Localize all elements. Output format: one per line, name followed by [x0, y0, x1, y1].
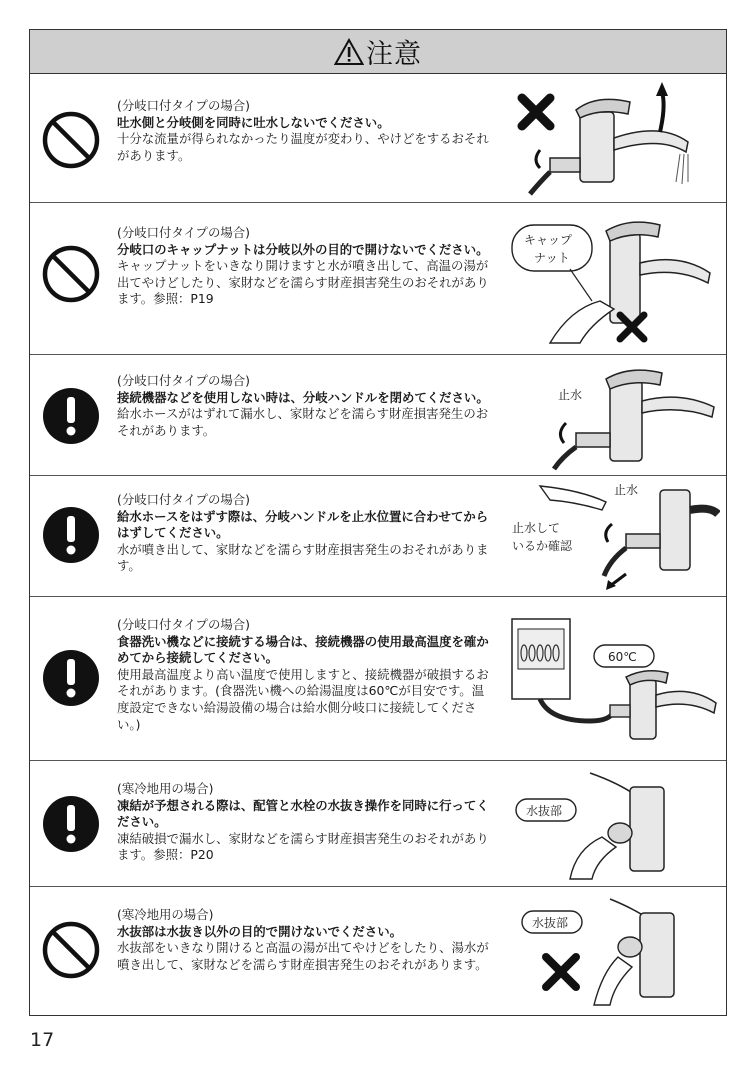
row-main-instruction: 吐水側と分岐側を同時に吐水しないでください。 — [117, 114, 390, 130]
drain-plug-prohibited-illustration — [510, 893, 720, 1008]
page-number: 17 — [30, 1029, 55, 1051]
row-main-instruction: 凍結が予想される際は、配管と水栓の水抜き操作を同時に行ってください。 — [117, 797, 489, 830]
caution-row — [30, 597, 726, 761]
row-category: (分岐口付タイプの場合) — [117, 617, 250, 632]
dishwasher-connection-illustration — [510, 609, 720, 749]
row-detail: 水が噴き出して、家財などを濡らす財産損害発生のおそれがあります。 — [117, 541, 489, 574]
illus-label-check-1: 止水して — [512, 521, 561, 535]
caution-row — [30, 761, 726, 887]
row-detail: 給水ホースがはずれて漏水し、家財などを濡らす財産損害発生のおそれがあります。 — [117, 406, 489, 438]
illus-label-cap: キャップ — [524, 233, 573, 247]
mandatory-icon — [40, 793, 102, 855]
row-detail: 凍結破損で漏水し、家財などを濡らす財産損害発生のおそれがあります。参照：P20 — [117, 830, 489, 863]
mandatory-icon — [40, 647, 102, 709]
caution-row — [30, 203, 726, 355]
caution-frame — [29, 29, 727, 1016]
row-category: (寒冷地用の場合) — [117, 781, 214, 796]
illus-label-check-2: いるか確認 — [512, 539, 573, 553]
illus-label-temperature: 60℃ — [608, 650, 637, 664]
caution-header — [30, 30, 726, 74]
row-main-instruction: 給水ホースをはずす際は、分岐ハンドルを止水位置に合わせてからはずしてください。 — [117, 508, 489, 541]
mandatory-icon — [40, 504, 102, 566]
cap-nut-illustration — [510, 213, 720, 348]
prohibition-icon — [40, 919, 102, 981]
row-detail: 水抜部をいきなり開けると高温の湯が出てやけどをしたり、湯水が噴き出して、家財などを濡らす財産損害発生のおそれがあります。 — [117, 940, 489, 972]
row-detail: キャップナットをいきなり開けますと水が噴き出して、高温の湯が出てやけどしたり、家財などを濡らす財産損害発生のおそれがあります。参照：P19 — [117, 258, 489, 307]
illus-label-drain: 水抜部 — [532, 916, 569, 930]
illus-label-stop-water: 止水 — [614, 483, 639, 497]
row-category: (分岐口付タイプの場合) — [117, 225, 250, 240]
row-category: (分岐口付タイプの場合) — [117, 492, 250, 507]
prohibition-icon — [40, 243, 102, 305]
row-main-instruction: 食器洗い機などに接続する場合は、接続機器の使用最高温度を確かめてから接続してください。 — [117, 633, 489, 666]
branch-handle-close-illustration — [510, 361, 720, 471]
row-main-instruction: 水抜部は水抜き以外の目的で開けないでください。 — [117, 923, 402, 939]
row-category: (分岐口付タイプの場合) — [117, 98, 250, 113]
row-category: (分岐口付タイプの場合) — [117, 373, 250, 388]
row-category: (寒冷地用の場合) — [117, 907, 214, 922]
warning-triangle-icon — [334, 38, 364, 66]
mandatory-icon — [40, 385, 102, 447]
row-main-instruction: 分岐口のキャップナットは分岐以外の目的で開けないでください。 — [117, 241, 489, 257]
row-detail: 十分な流量が得られなかったり温度が変わり、やけどをするおそれがあります。 — [117, 131, 489, 163]
caution-row — [30, 476, 726, 597]
caution-row — [30, 887, 726, 1014]
hose-removal-illustration — [510, 480, 720, 592]
illus-label-stop-water: 止水 — [558, 388, 583, 402]
prohibition-icon — [40, 109, 102, 171]
drain-plug-illustration — [510, 767, 720, 881]
faucet-simultaneous-flow-illustration — [510, 82, 720, 197]
illus-label-drain: 水抜部 — [526, 804, 563, 818]
caution-row — [30, 74, 726, 203]
row-main-instruction: 接続機器などを使用しない時は、分岐ハンドルを閉めてください。 — [117, 389, 489, 405]
caution-title: 注意 — [366, 39, 422, 70]
row-detail: 使用最高温度より高い温度で使用しますと、接続機器が破損するおそれがあります。(食器洗い機への給湯温度は60℃が目安です。温度設定できない給湯設備の場合は給水側分岐口に接続してください。) — [117, 666, 489, 732]
illus-label-nut: ナット — [534, 251, 570, 265]
caution-row — [30, 355, 726, 476]
